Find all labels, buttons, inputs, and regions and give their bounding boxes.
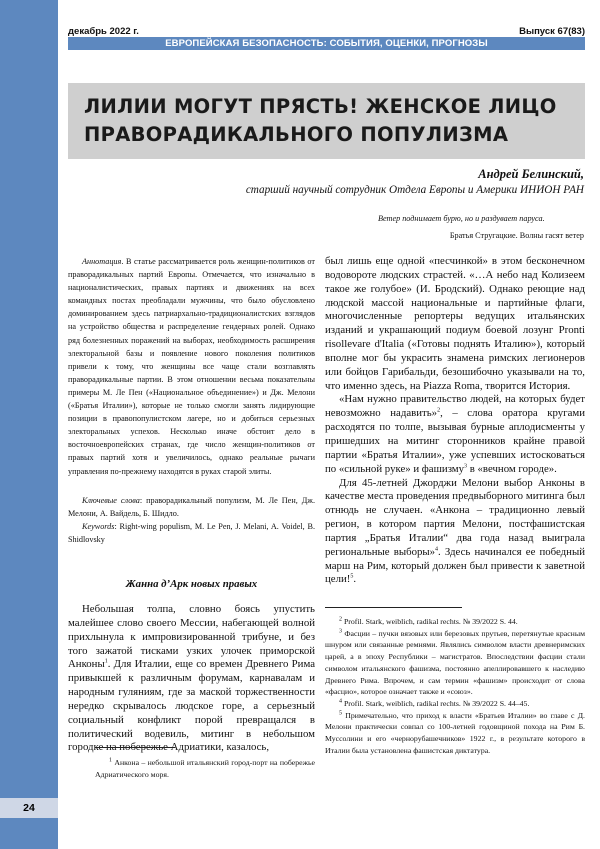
footnote-text: Profil. Stark, weiblich, radikal rechts. № 39/2022 S. 44. xyxy=(342,617,518,626)
footnote-number: 5 xyxy=(339,710,342,717)
left-body-text xyxy=(68,603,315,755)
keywords-en-label: Keywords xyxy=(82,522,115,532)
body-text: . xyxy=(353,573,357,586)
body-text: Для 45-летней Джорджи Мелони выбор Анконы в качестве места проведения предвыборного митинга был отнюдь не случаен. «Анкона – традиционно левый регион, в котором партия Мелони, постфашистская партия „Братья Италии“ два года назад выиграла региональные выборы» xyxy=(325,476,585,558)
footnote-text: Profil. Stark, weiblich, radikal rechts. № 39/2022 S. 44–45. xyxy=(342,698,530,708)
article-title-line-2: ПРАВОРАДИКАЛЬНОГО ПОПУЛИЗМА xyxy=(84,123,509,146)
author-name: Андрей Белинский, xyxy=(478,167,584,181)
footnote-text: Анкона – небольшой итальянский город-порт на побережье Адриатического моря. xyxy=(95,758,315,779)
footnote-ref: 2 xyxy=(437,407,441,414)
abstract xyxy=(68,255,315,478)
footnote-ref: 3 xyxy=(464,463,468,470)
author-affiliation: старший научный сотрудник Отдела Европы и Америки ИНИОН РАН xyxy=(245,184,584,196)
body-text: в «вечном городе». xyxy=(467,462,557,475)
epigraph-text: Ветер поднимает бурю, но и раздувает паруса. xyxy=(378,214,545,223)
left-footnotes xyxy=(95,757,315,780)
epigraph-source: Братья Стругацкие. Волны гасят ветер xyxy=(449,231,584,240)
body-text: Небольшая толпа, словно боясь упустить малейшее слово своего Мессии, набегающей волной прихлынула к импровизированной трибуне, и без того зажатой тисками узких улочек приморской Анконы xyxy=(68,603,315,671)
issue-date: декабрь 2022 г. xyxy=(68,26,139,37)
footnote-text: Примечательно, что приход к власти «Братьев Италии» во главе с Д. Мелони практически совпал со 100-летней годовщиной похода на Рим Б. Муссолини и его «чернорубашечников» 1922 г., в результате которого в Италии была установлена фашистская диктатура. xyxy=(325,710,585,755)
body-text: . Для Италии, еще со времен Древнего Рима привыкшей к различным форумам, карнавалам и народным гуляниям, где за маской торжественности нередко скрывалось людское горе, а серьезный социальный конфликт порой превращался в политический водевиль, митинг в небольшом городке на побережье Адриатики, казалось, xyxy=(68,658,315,754)
body-text: . Здесь начинался ее победный марш на Рим, который должен был привести к заветной цели! xyxy=(325,545,585,586)
keywords-en-text: : Right-wing populism, M. Le Pen, J. Melani, A. Voidel, B. Shidlovsky xyxy=(68,522,315,545)
body-text: , – слова оратора кругами расходятся по толпе, вызывая бурные аплодисменты у пришедших на митинг сторонников крайне правой партии «Братья Италии», уже успевших истосковаться по «сильной руке» и фашизму xyxy=(325,407,585,475)
footnote-number: 2 xyxy=(339,616,342,623)
footnote-divider xyxy=(95,747,175,748)
footnote-ref: 5 xyxy=(350,573,354,580)
article-title-box xyxy=(68,83,585,159)
keywords xyxy=(68,494,315,546)
body-text: «Нам нужно правительство людей, на которых будет невозможно надавить» xyxy=(325,393,585,420)
body-text: был лишь еще одной «песчинкой» в этом бесконечном водовороте людских страстей. «…А небо над Колизеем такое же голубое» (И. Бродский). Однако реющие над людской массой национальные и партийные флаги, многочисленные репортеры ведущих итальянских изданий и украшающий подиум боевой лозунг Pronti risollevare d'Italia («Готовы поднять Италию»), который вполне мог бы украсить знамена римских легионеров или бойцов Гарибальди, безошибочно указывали на то, что именно здесь, на Piazza Roma, творится История. xyxy=(325,255,585,392)
section-heading: Жанна д’Арк новых правых xyxy=(125,578,258,590)
footnote-ref: 1 xyxy=(104,658,108,665)
footnote-divider xyxy=(325,607,462,608)
right-body-text xyxy=(325,255,585,587)
footnote-number: 3 xyxy=(339,628,342,635)
section-banner: ЕВРОПЕЙСКАЯ БЕЗОПАСНОСТЬ: СОБЫТИЯ, ОЦЕНКИ, ПРОГНОЗЫ xyxy=(68,37,585,50)
article-title-line-1: ЛИЛИИ МОГУТ ПРЯСТЬ! ЖЕНСКОЕ ЛИЦО xyxy=(84,95,557,118)
page-number: 24 xyxy=(0,798,58,818)
abstract-label: Аннотация xyxy=(82,257,122,266)
footnote-text: Фасции – пучки вязовых или березовых прутьев, перетянутые красным шнуром или связанные ремнями. Являлись символом власти древнеримских царей, а в эпоху Республики – магистратов. Впоследствии фасции стали символом итальянского фашизма, постоянно апеллировавшего к наследию Древнего Рима. Впрочем, и сам термин «фашизм» происходит от слова «фасцио», которое означает также и «союз». xyxy=(325,628,585,697)
abstract-text: . В статье рассматривается роль женщин-политиков от праворадикальных партий Европы. Отмечается, что изначально в националистических, правых партиях и движениях на всех командных постах преобладали мужчины, что было обусловлено доминированием здесь патриархально-традиционалистских взглядов на устройство общества и распределение гендерных ролей. Однако ряд болезненных поражений на выборах, необходимость расширения электоральной базы и появление нового поколения политиков привели к тому, что женщины все чаще стали возглавлять праворадикальные партии. В этом отношении весьма показательны примеры М. Ле Пен («Национальное объединение») и Дж. Мелони («Братья Италии»), которые не только смогли занять лидирующие позиции в правопопулистском лагере, но и добиться серьезных электоральных успехов. Несколько иначе обстоит дело в восточноевропейских странах, где число женщин-политиков от правых партий хотя и увеличилось, однако реальные рычаги управления по-прежнему находятся в руках старой элиты. xyxy=(68,257,315,476)
left-accent-stripe xyxy=(0,0,58,849)
right-footnotes xyxy=(325,616,585,756)
keywords-ru-label: Ключевые слова xyxy=(82,496,140,505)
keywords-ru-text: : праворадикальный популизм, М. Ле Пен, Дж. Мелони, А. Вайдель, Б. Шидло. xyxy=(68,496,315,519)
issue-number: Выпуск 67(83) xyxy=(519,26,585,37)
footnote-number: 1 xyxy=(109,757,112,764)
footnote-ref: 4 xyxy=(435,546,439,553)
footnote-number: 4 xyxy=(339,698,342,705)
